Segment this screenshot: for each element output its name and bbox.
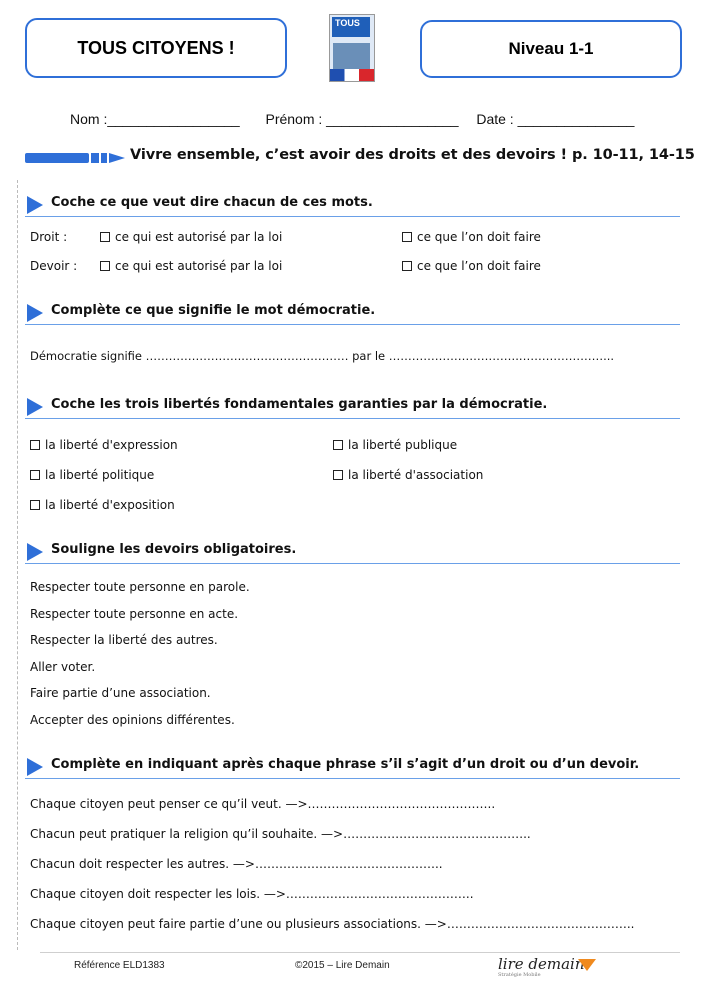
- devoir-item[interactable]: Respecter la liberté des autres.: [30, 633, 218, 647]
- logo-subtitle: Stratégie Mobile: [498, 972, 541, 978]
- footer-reference: Référence ELD1383: [74, 960, 165, 971]
- devoir-item[interactable]: Aller voter.: [30, 660, 96, 674]
- democratie-fill-line[interactable]: Démocratie signifie ……………………..……………………… par le ……………………………..…………………...: [30, 349, 615, 363]
- checkbox-icon[interactable]: [30, 470, 40, 480]
- droit-devoir-item[interactable]: Chaque citoyen peut faire partie d’une ou plusieurs associations. —>………………………………………..: [30, 917, 635, 931]
- section-1-heading: Coche ce que veut dire chacun de ces mots.: [25, 194, 680, 217]
- liberte-option[interactable]: la liberté d'expression: [30, 438, 178, 452]
- cover-title: TOUS: [335, 18, 360, 28]
- level-box: [420, 20, 682, 78]
- date-field[interactable]: Date : _______________: [476, 111, 635, 127]
- devoir-label: Devoir :: [30, 259, 78, 273]
- main-title: TOUS CITOYENS !: [77, 37, 235, 58]
- level-label: Niveau 1-1: [508, 39, 594, 58]
- logo-text: lire demain: [498, 955, 585, 973]
- margin-line: [17, 180, 18, 950]
- devoir-item[interactable]: Respecter toute personne en parole.: [30, 580, 250, 594]
- arrow-icon: [27, 196, 43, 214]
- liberte-option[interactable]: la liberté d'association: [333, 468, 483, 482]
- checkbox-icon[interactable]: [100, 261, 110, 271]
- section-4-heading: Souligne les devoirs obligatoires.: [25, 541, 680, 564]
- liberte-option[interactable]: la liberté publique: [333, 438, 457, 452]
- arrow-icon: [27, 543, 43, 561]
- droit-option-1[interactable]: ce qui est autorisé par la loi: [100, 230, 282, 244]
- prenom-field[interactable]: Prénom : _________________: [265, 111, 459, 127]
- droit-option-2[interactable]: ce que l’on doit faire: [402, 230, 541, 244]
- checkbox-icon[interactable]: [333, 440, 343, 450]
- checkbox-icon[interactable]: [100, 232, 110, 242]
- title-box: [25, 18, 287, 78]
- logo-mark-icon: [578, 959, 596, 971]
- droit-devoir-item[interactable]: Chaque citoyen peut penser ce qu’il veut. —>………………………………………..: [30, 797, 496, 811]
- devoir-item[interactable]: Respecter toute personne en acte.: [30, 607, 239, 621]
- worksheet-title: Vivre ensemble, c’est avoir des droits et des devoirs ! p. 10-11, 14-15: [130, 147, 695, 163]
- devoir-item[interactable]: Faire partie d’une association.: [30, 686, 211, 700]
- section-5-heading: Complète en indiquant après chaque phrase s’il s’agit d’un droit ou d’un devoir.: [25, 756, 680, 779]
- arrow-icon: [27, 398, 43, 416]
- footer-copyright: ©2015 – Lire Demain: [295, 960, 390, 971]
- devoir-item[interactable]: Accepter des opinions différentes.: [30, 713, 235, 727]
- devoir-option-2[interactable]: ce que l’on doit faire: [402, 259, 541, 273]
- droit-devoir-item[interactable]: Chacun peut pratiquer la religion qu’il souhaite. —>………………………………………..: [30, 827, 531, 841]
- footer-divider: [40, 952, 680, 953]
- checkbox-icon[interactable]: [402, 261, 412, 271]
- section-2-heading: Complète ce que signifie le mot démocratie.: [25, 302, 680, 325]
- book-cover-image: [329, 14, 375, 82]
- checkbox-icon[interactable]: [402, 232, 412, 242]
- arrow-icon: [27, 758, 43, 776]
- devoir-option-1[interactable]: ce qui est autorisé par la loi: [100, 259, 282, 273]
- section-3-heading: Coche les trois libertés fondamentales garanties par la démocratie.: [25, 396, 680, 419]
- checkbox-icon[interactable]: [333, 470, 343, 480]
- arrow-icon: [27, 304, 43, 322]
- lire-demain-logo: [498, 955, 585, 978]
- droit-label: Droit :: [30, 230, 68, 244]
- checkbox-icon[interactable]: [30, 440, 40, 450]
- identity-line: [70, 111, 634, 127]
- droit-devoir-item[interactable]: Chaque citoyen doit respecter les lois. —>………………………………………..: [30, 887, 474, 901]
- liberte-option[interactable]: la liberté politique: [30, 468, 154, 482]
- liberte-option[interactable]: la liberté d'exposition: [30, 498, 175, 512]
- nom-field[interactable]: Nom :_________________: [70, 111, 240, 127]
- droit-devoir-item[interactable]: Chacun doit respecter les autres. —>………………………………………..: [30, 857, 443, 871]
- pencil-icon: [25, 152, 125, 164]
- checkbox-icon[interactable]: [30, 500, 40, 510]
